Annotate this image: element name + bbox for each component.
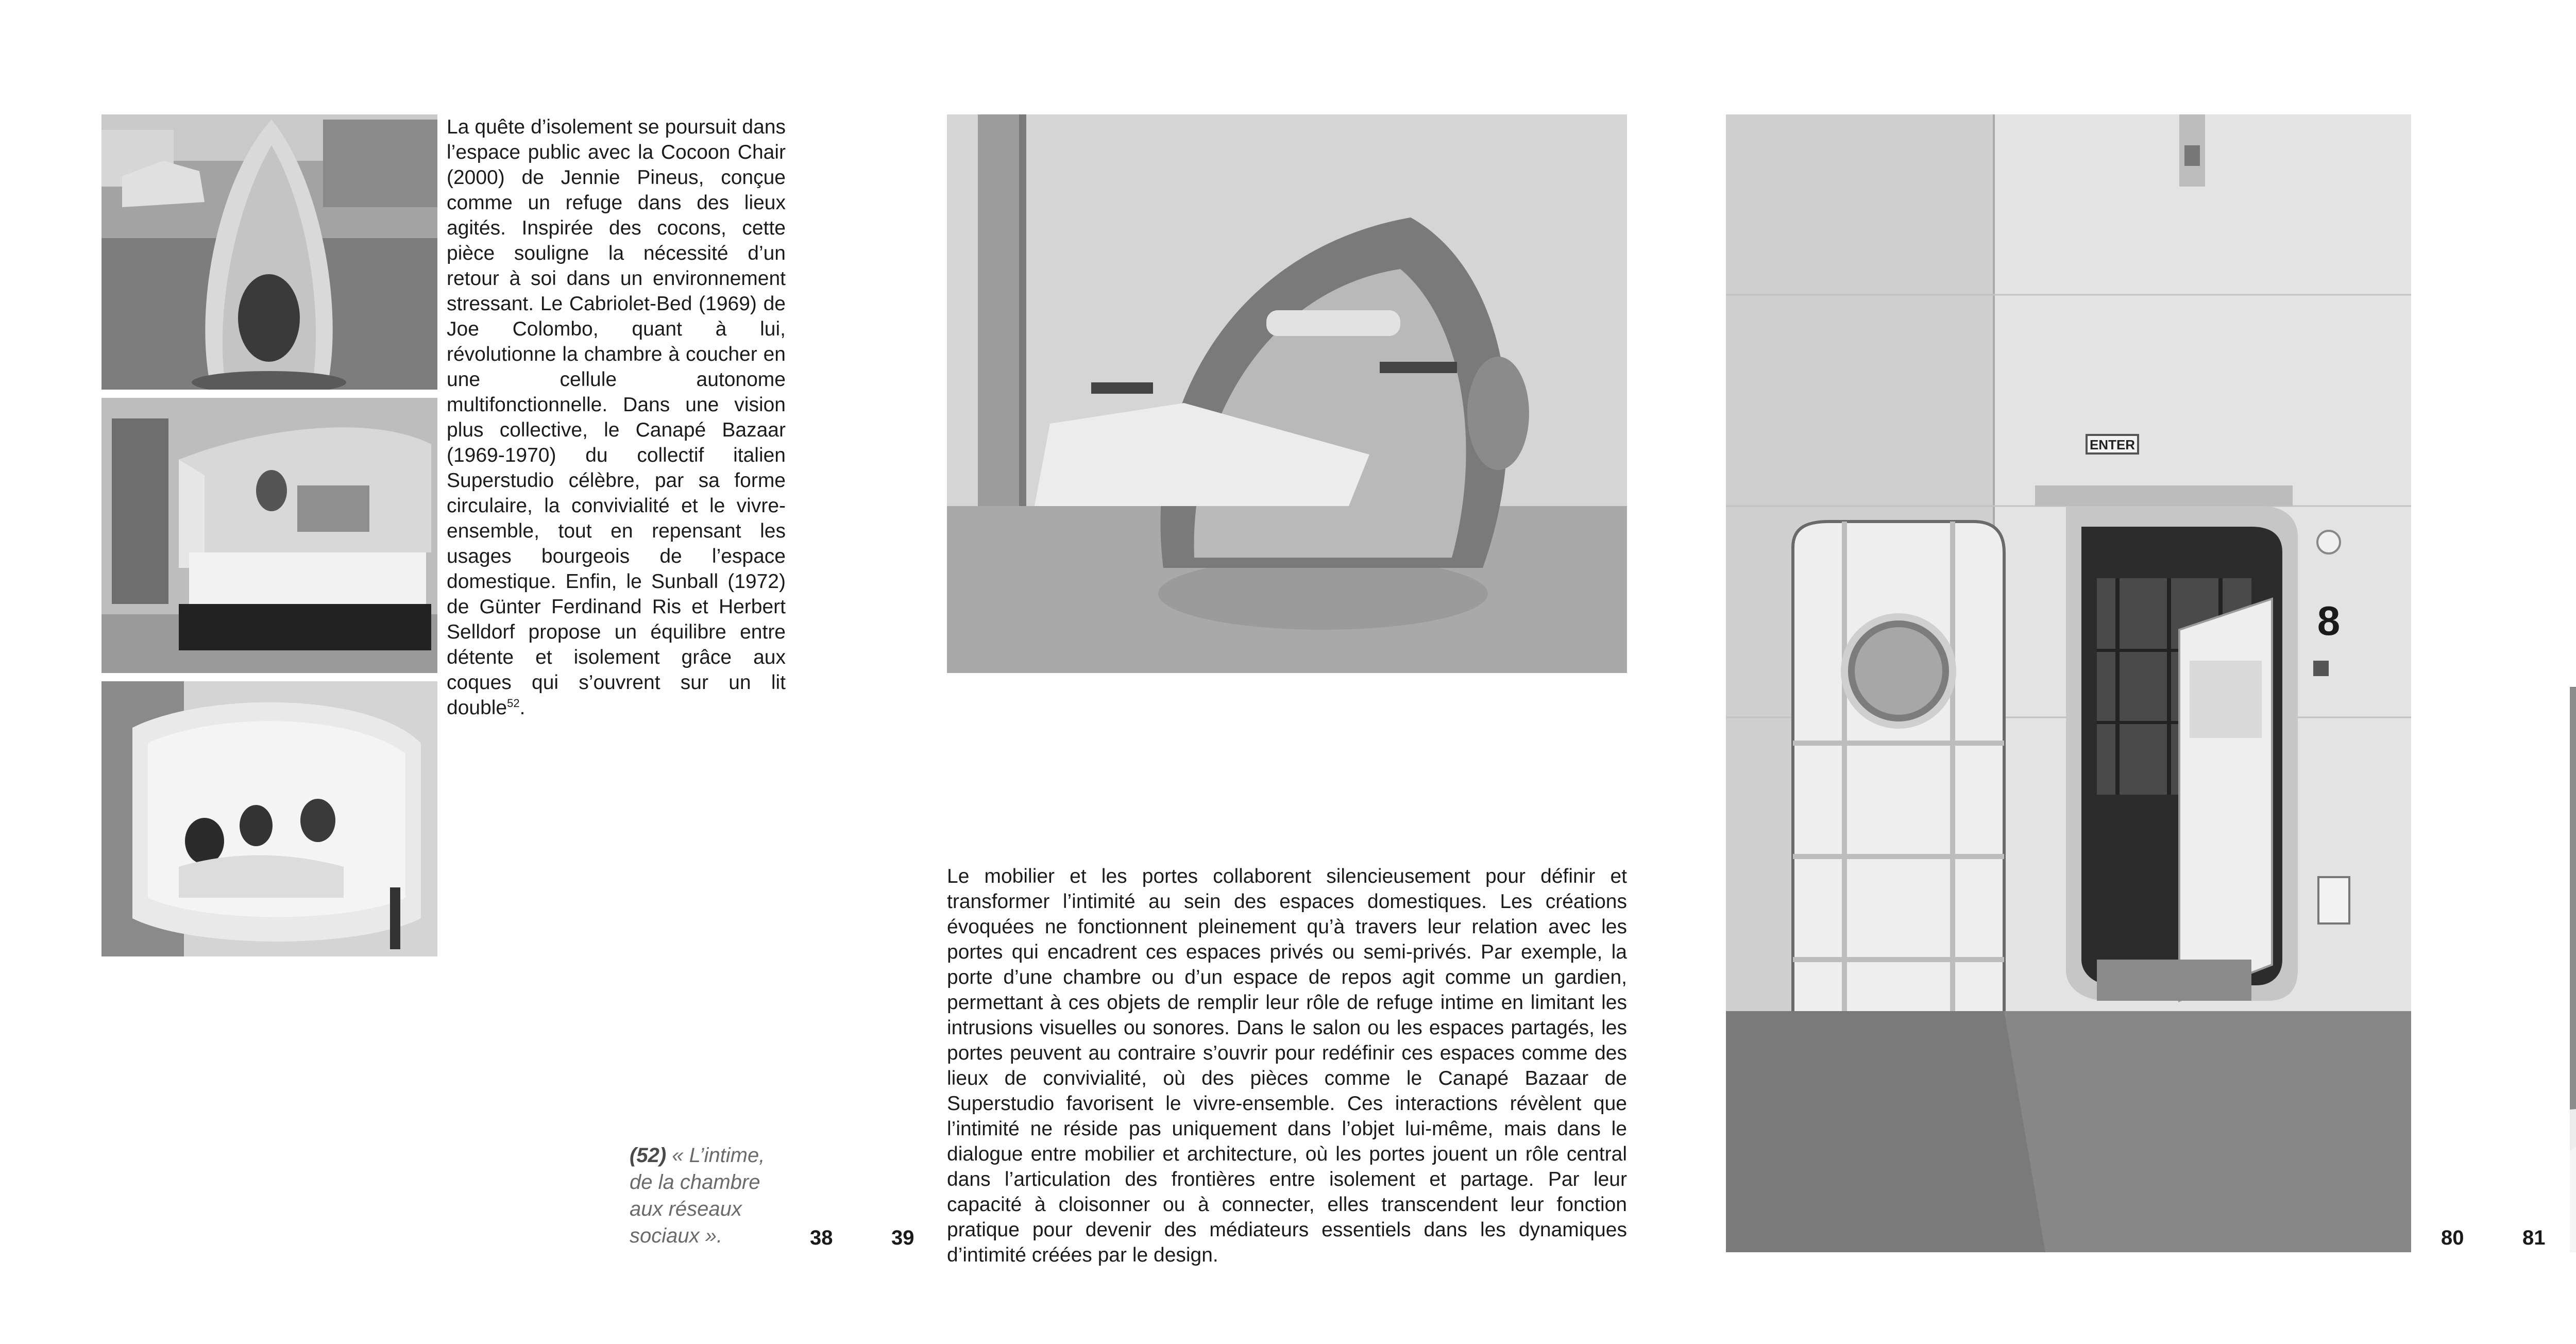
door-sign: ENTER — [2089, 437, 2136, 452]
page-number-right: 39 — [891, 1227, 914, 1249]
right-spread — [1675, 0, 2576, 1344]
page-number-left: 38 — [810, 1227, 833, 1249]
photo-sunball — [947, 114, 1627, 673]
footnote-number: (52) — [630, 1144, 667, 1167]
photo-ship-door — [1726, 114, 2411, 1252]
photo-cocoon-chair — [101, 114, 437, 390]
bottom-text: Le mobilier et les portes collaborent silencieusement pour définir et transformer l’intimité au sein des espaces domestiques. Les créations évoquées ne fonctionnent pleinement qu’à travers leur relation avec les portes qui encadrent ces espaces privés ou semi-privés. Par exemple, la porte d’une chambre ou d’un espace de repos agit comme un gardien, permettant à ces objets de remplir leur rôle de refuge intime en limitant les intrusions visuelles ou sonores. Dans le salon ou les espaces partagés, les portes peuvent au contraire s’ouvrir pour redéfinir ces espaces comme des lieux de convivialité, où des pièces comme le Canapé Bazaar de Superstudio favorisent le vivre-ensemble. Ces interactions révèlent que l’intimité ne réside pas uniquement dans l’objet lui-même, mais dans le dialogue entre mobilier et architecture, où les portes jouent un rôle central dans l’articulation des frontières entre isolement et partage. Par leur capacité à cloisonner ou à connecter, elles transcendent leur fonction pratique pour devenir des médiateurs essentiels dans les dynamiques d’intimité créées par le design. — [947, 865, 1627, 1266]
column-text: La quête d’isolement se poursuit dans l’espace public avec la Cocoon Chair (2000) de Jennie Pineus, conçue comme un refuge dans des lieux agités. Inspirée des cocons, cette pièce souligne la nécessité d’un retour à soi dans un environnement stressant. Le Cabriolet-Bed (1969) de Joe Colombo, quant à lui, révolutionne la chambre à coucher en une cellule autonome multifonctionnelle. Dans une vision plus collective, le Canapé Bazaar (1969-1970) du collectif italien Superstudio célèbre, par sa forme circulaire, la convivialité et le vivre-ensemble, tout en repensant les usages bourgeois de l’espace domestique. Enfin, le Sunball (1972) de Günter Ferdinand Ris et Herbert Selldorf propose un équilibre entre détente et isolement grâce aux coques qui s’ouvrent sur un lit double$^{52}$. — [447, 116, 786, 719]
photo-cabriolet-bed — [101, 398, 437, 673]
photo-curved-building — [2570, 687, 2576, 1252]
page-number-left: 80 — [2441, 1227, 2464, 1249]
page-number-right: 81 — [2522, 1227, 2546, 1249]
footnote — [630, 1142, 784, 1249]
footnote-text: « L’intime, de la chambre aux réseaux sociaux ». — [630, 1144, 765, 1247]
footnote-reference: 52 — [507, 697, 520, 710]
photo-canape-bazaar — [101, 681, 437, 956]
door-number: 8 — [2317, 598, 2341, 644]
